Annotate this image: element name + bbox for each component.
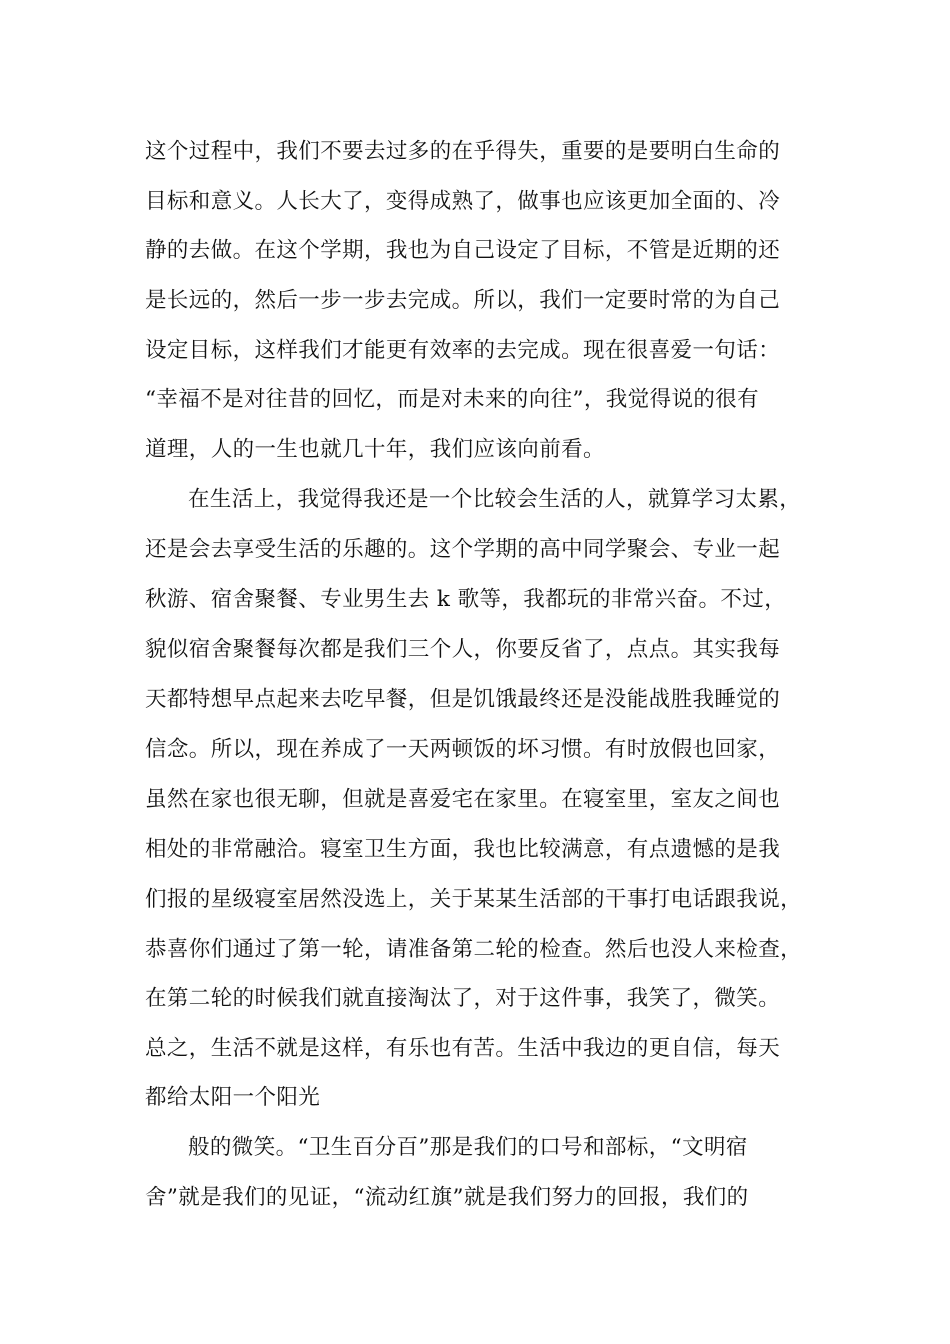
paragraph-2-line-10: 恭喜你们通过了第一轮，请准备第二轮的检查。然后也没人来检查，: [145, 937, 803, 962]
paragraph-1-line-4: 是长远的，然后一步一步去完成。所以，我们一定要时常的为自己: [145, 288, 781, 313]
paragraph-2-line-13: 都给太阳一个阳光: [145, 1085, 321, 1110]
paragraph-2-line-5: 天都特想早点起来去吃早餐，但是饥饿最终还是没能战胜我睡觉的: [145, 687, 781, 712]
paragraph-2-line-6: 信念。所以，现在养成了一天两顿饭的坏习惯。有时放假也回家，: [145, 737, 781, 762]
paragraph-1-line-7: 道理，人的一生也就几十年，我们应该向前看。: [145, 437, 605, 462]
paragraph-1-line-6: “幸福不是对往昔的回忆，而是对未来的向往”，我觉得说的很有: [145, 387, 760, 412]
paragraph-2-line-12: 总之，生活不就是这样，有乐也有苦。生活中我边的更自信，每天: [145, 1036, 781, 1061]
paragraph-2-line-1: 在生活上，我觉得我还是一个比较会生活的人，就算学习太累，: [188, 487, 802, 512]
paragraph-2-line-7: 虽然在家也很无聊，但就是喜爱宅在家里。在寝室里，室友之间也: [145, 787, 781, 812]
paragraph-3-line-2: 舍”就是我们的见证，“流动红旗”就是我们努力的回报，我们的: [145, 1185, 749, 1210]
paragraph-2-line-2: 还是会去享受生活的乐趣的。这个学期的高中同学聚会、专业一起: [145, 537, 781, 562]
paragraph-1-line-1: 这个过程中，我们不要去过多的在乎得失，重要的是要明白生命的: [145, 139, 781, 164]
paragraph-2-line-3: 秋游、宿舍聚餐、专业男生去 k 歌等，我都玩的非常兴奋。不过，: [145, 587, 787, 612]
paragraph-1-line-5: 设定目标，这样我们才能更有效率的去完成。现在很喜爱一句话：: [145, 338, 781, 363]
paragraph-1-line-2: 目标和意义。人长大了，变得成熟了，做事也应该更加全面的、冷: [145, 189, 781, 214]
paragraph-1-line-3: 静的去做。在这个学期，我也为自己设定了目标，不管是近期的还: [145, 238, 781, 263]
paragraph-3-line-1: 般的微笑。“卫生百分百”那是我们的口号和部标，“文明宿: [188, 1135, 748, 1160]
paragraph-2-line-9: 们报的星级寝室居然没选上，关于某某生活部的干事打电话跟我说，: [145, 887, 803, 912]
paragraph-2-line-11: 在第二轮的时候我们就直接淘汰了，对于这件事，我笑了，微笑。: [145, 986, 781, 1011]
paragraph-2-line-4: 貌似宿舍聚餐每次都是我们三个人，你要反省了，点点。其实我每: [145, 637, 781, 662]
paragraph-2-line-8: 相处的非常融洽。寝室卫生方面，我也比较满意，有点遗憾的是我: [145, 837, 781, 862]
